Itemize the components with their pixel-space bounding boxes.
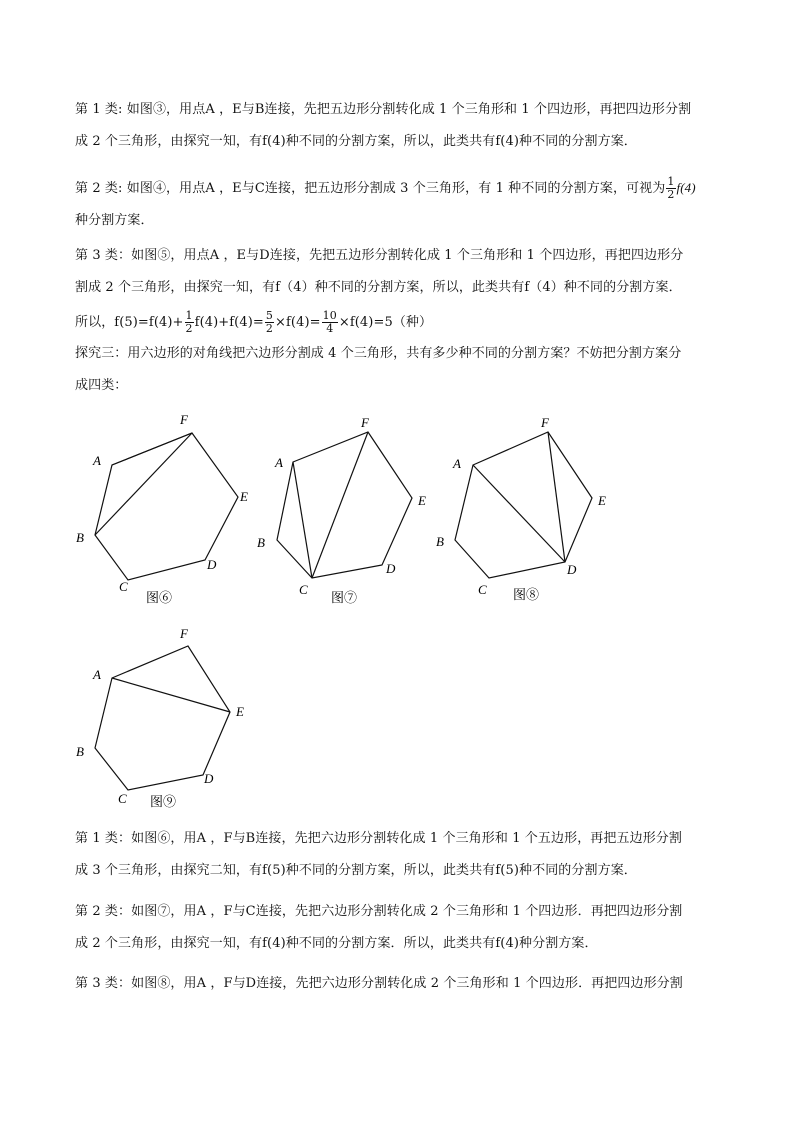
vertex-label-E: E <box>236 704 244 719</box>
vertex-label-C: C <box>478 582 487 597</box>
text-line: 成四类： <box>75 378 128 393</box>
vertex-label-B: B <box>76 530 84 545</box>
paragraph-category3-hexagon <box>75 968 725 1000</box>
diagonal-FC <box>312 432 368 578</box>
vertex-label-A: A <box>453 456 461 471</box>
fraction-half <box>666 176 675 201</box>
paragraph-category3-pentagon <box>75 240 725 304</box>
vertex-label-D: D <box>567 562 577 577</box>
paragraph-explore3 <box>75 338 725 402</box>
vertex-label-A: A <box>275 455 283 470</box>
vertex-label-B: B <box>436 534 444 549</box>
vertex-label-E: E <box>418 493 426 508</box>
vertex-label-E: E <box>598 493 606 508</box>
text-line: 第 1 类：如图⑥，用A ，F与B连接，先把六边形分割转化成 1 个三角形和 1 个五边形，再把五边形分割 <box>75 831 683 846</box>
paragraph-category2-pentagon <box>75 172 725 237</box>
formula-f5 <box>75 307 725 339</box>
fraction-1-2 <box>185 310 194 335</box>
figure-6 <box>70 405 270 614</box>
hexagon-diagram <box>255 410 445 610</box>
hexagon-diagram <box>70 620 270 820</box>
text-line: 成 2 个三角形，由探究一知，有f(4)种不同的分割方案．所以，此类共有f(4)种分割方案． <box>75 936 598 951</box>
vertex-label-C: C <box>299 582 308 597</box>
vertex-label-D: D <box>386 561 396 576</box>
vertex-label-C: C <box>119 579 128 594</box>
text-line: 成 2 个三角形，由探究一知，有f(4)种不同的分割方案，所以，此类共有f(4)种不同的分割方案． <box>75 134 637 149</box>
fraction-denominator: 2 <box>667 188 675 201</box>
fraction-numerator: 10 <box>322 309 337 322</box>
formula-segment: ×f(4)=5（种） <box>338 315 433 330</box>
text-line: 第 3 类：如图⑧，用A ，F与D连接，先把六边形分割转化成 2 个三角形和 1 个四边形．再把四边形分割 <box>75 976 683 991</box>
formula-segment: ×f(4)= <box>275 315 321 330</box>
vertex-label-B: B <box>76 744 84 759</box>
figure-7 <box>255 410 445 614</box>
fraction-10-4 <box>322 310 338 335</box>
hexagon-outline <box>277 432 412 578</box>
formula-segment: f(4)+f(4)= <box>194 315 264 330</box>
hexagon-outline <box>455 432 592 578</box>
text-line: 第 2 类：如图⑦，用A ，F与C连接，先把六边形分割转化成 2 个三角形和 1 个四边形．再把四边形分割 <box>75 904 683 919</box>
text-line: 探究三：用六边形的对角线把六边形分割成 4 个三角形，共有多少种不同的分割方案？不妨把分割方案分 <box>75 346 682 361</box>
vertex-label-A: A <box>93 667 101 682</box>
diagonal-AD <box>473 465 565 562</box>
text-line: 第 1 类: 如图③，用点A ，E与B连接，先把五边形分割转化成 1 个三角形和 1 个四边形，再把四边形分割 <box>75 102 692 117</box>
vertex-label-D: D <box>207 557 217 572</box>
text-line: 种分割方案． <box>75 213 154 228</box>
formula-segment: 所以，f(5)=f(4)+ <box>75 315 184 330</box>
paragraph-category2-hexagon <box>75 896 725 960</box>
fraction-numerator: 1 <box>667 175 675 188</box>
figure-caption: 图⑦ <box>331 590 358 605</box>
fraction-denominator: 2 <box>265 322 274 335</box>
vertex-label-F: F <box>361 415 369 430</box>
paragraph-category1-pentagon <box>75 94 725 158</box>
figure-caption: 图⑨ <box>150 794 177 809</box>
vertex-label-B: B <box>257 535 265 550</box>
formula-line <box>75 307 725 339</box>
diagonal-AF <box>112 433 192 465</box>
figure-8 <box>435 410 625 614</box>
hexagon-outline <box>95 646 230 790</box>
vertex-label-E: E <box>240 489 248 504</box>
paragraph-category1-hexagon <box>75 823 725 887</box>
fraction-denominator: 4 <box>326 322 334 335</box>
vertex-label-C: C <box>118 791 127 806</box>
hexagon-outline <box>95 433 238 580</box>
fraction-numerator: 1 <box>185 309 193 322</box>
hexagon-diagram <box>70 405 270 610</box>
figure-9 <box>70 620 270 824</box>
vertex-label-F: F <box>180 412 188 427</box>
text-line: 第 3 类：如图⑤，用点A ，E与D连接，先把五边形分割转化成 1 个三角形和 1 个四边形，再把四边形分 <box>75 248 684 263</box>
fraction-numerator: 5 <box>265 309 274 322</box>
text-line <box>75 172 725 205</box>
vertex-label-F: F <box>541 415 549 430</box>
text-segment: f(4) <box>676 180 696 195</box>
vertex-label-F: F <box>180 626 188 641</box>
text-segment: 第 2 类: 如图④，用点A ，E与C连接，把五边形分割成 3 个三角形，有 1 种不同的分割方案，可视为 <box>75 181 666 196</box>
diagonal-BF <box>95 433 192 535</box>
fraction-denominator: 2 <box>185 322 193 335</box>
text-line: 割成 2 个三角形，由探究一知，有f（4）种不同的分割方案，所以，此类共有f（4）种不同的分割方案． <box>75 280 682 295</box>
vertex-label-A: A <box>93 453 101 468</box>
fraction-5-2 <box>265 310 274 335</box>
hexagon-diagram <box>435 410 625 610</box>
vertex-label-D: D <box>204 771 214 786</box>
figure-caption: 图⑥ <box>146 590 173 605</box>
figure-caption: 图⑧ <box>513 587 540 602</box>
diagonal-FD <box>548 432 565 562</box>
text-line: 成 3 个三角形，由探究二知，有f(5)种不同的分割方案，所以，此类共有f(5)种不同的分割方案． <box>75 863 637 878</box>
